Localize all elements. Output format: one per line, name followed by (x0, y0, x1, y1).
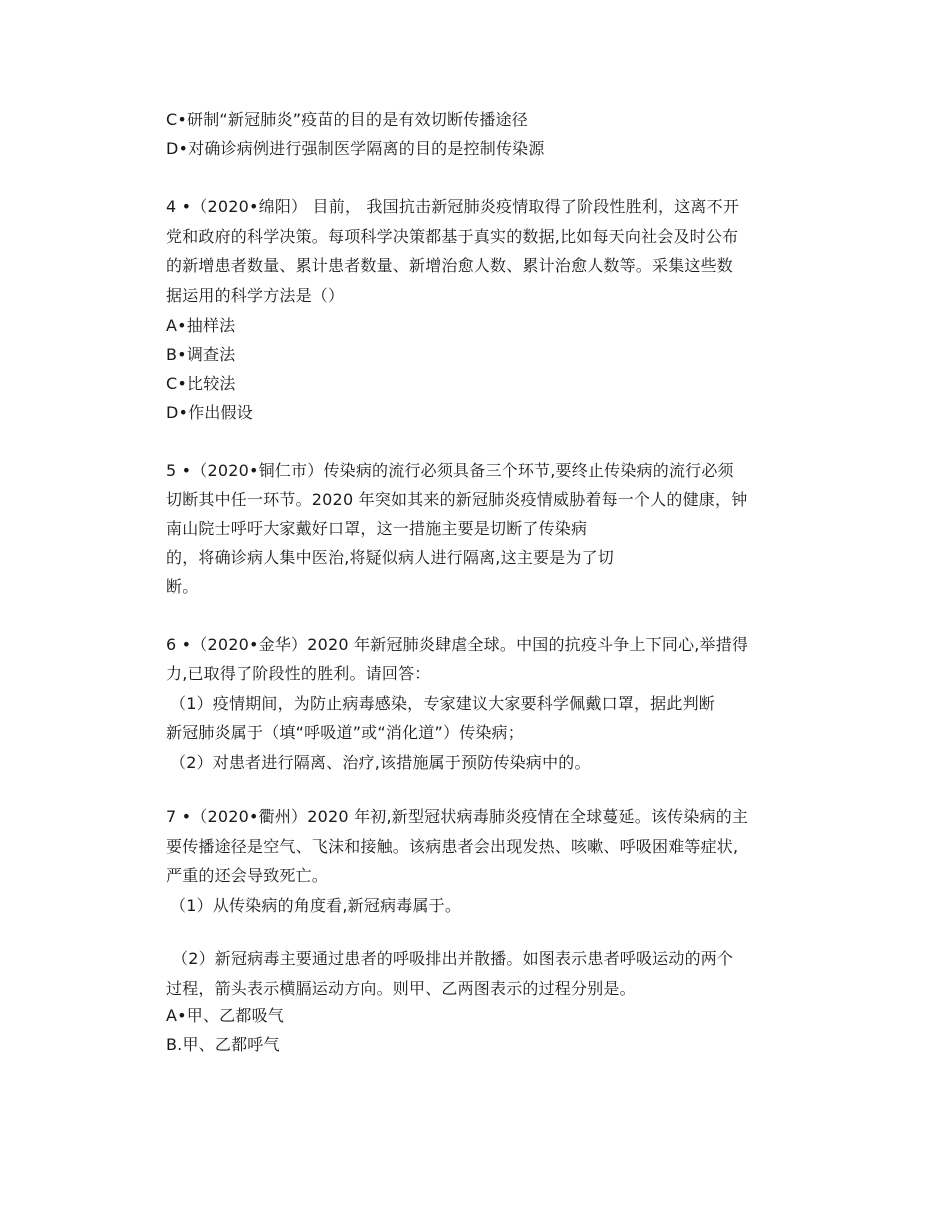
q7-subquestion-2-cont: 过程，箭头表示横膈运动方向。则甲、乙两图表示的过程分别是。 (166, 979, 636, 998)
q4-stem-line: 的新增患者数量、累计患者数量、新增治愈人数、累计治愈人数等。采集这些数 (166, 256, 734, 275)
q6-subquestion-1: （1）疫情期间，为防止病毒感染，专家建议大家要科学佩戴口罩，据此判断 (170, 694, 715, 713)
q5-stem-line: 的，将确诊病人集中医治,将疑似病人进行隔离,这主要是为了切 (166, 548, 614, 567)
q3-option-d: D•对确诊病例进行强制医学隔离的目的是控制传染源 (166, 139, 545, 158)
q6-stem-line: 力,已取得了阶段性的胜利。请回答： (166, 664, 431, 683)
q7-option-a: A•甲、乙都吸气 (166, 1006, 284, 1025)
q5-stem-line: 5 •（2020•铜仁市）传染病的流行必须具备三个环节,要终止传染病的流行必须 (166, 461, 734, 480)
q7-option-b: B.甲、乙都呼气 (166, 1035, 280, 1054)
q7-stem-line: 要传播途径是空气、飞沫和接触。该病患者会出现发热、咳嗽、呼吸困难等症状, (166, 837, 739, 856)
q5-stem-line: 南山院士呼吁大家戴好口罩，这一措施主要是切断了传染病 (166, 519, 588, 538)
q4-option-b: B•调查法 (166, 345, 236, 364)
q6-subquestion-2: （2）对患者进行隔离、治疗,该措施属于预防传染病中的。 (170, 753, 591, 772)
q6-subquestion-1-cont: 新冠肺炎属于（填“呼吸道”或“消化道”）传染病； (166, 723, 524, 742)
q7-subquestion-1: （1）从传染病的角度看,新冠病毒属于。 (170, 896, 462, 915)
q5-stem-line: 断。 (166, 577, 199, 596)
q4-option-d: D•作出假设 (166, 403, 253, 422)
q7-stem-line: 7 •（2020•衢州）2020 年初,新型冠状病毒肺炎疫情在全球蔓延。该传染病的主 (166, 807, 749, 826)
q4-option-a: A•抽样法 (166, 316, 236, 335)
q4-stem-line: 据运用的科学方法是（） (166, 286, 345, 305)
q5-stem-line: 切断其中任一环节。2020 年突如其来的新冠肺炎疫情威胁着每一个人的健康，钟 (166, 490, 748, 509)
q3-option-c: C•研制“新冠肺炎”疫苗的目的是有效切断传播途径 (166, 110, 528, 129)
q4-stem-line: 4 •（2020•绵阳） 目前， 我国抗击新冠肺炎疫情取得了阶段性胜利，这离不开 (166, 197, 740, 216)
q7-stem-line: 严重的还会导致死亡。 (166, 866, 329, 885)
q7-subquestion-2: （2）新冠病毒主要通过患者的呼吸排出并散播。如图表示患者呼吸运动的两个 (172, 949, 734, 968)
q4-stem-line: 党和政府的科学决策。每项科学决策都基于真实的数据,比如每天向社会及时公布 (166, 227, 739, 246)
q4-option-c: C•比较法 (166, 374, 236, 393)
q6-stem-line: 6 •（2020•金华）2020 年新冠肺炎肆虐全球。中国的抗疫斗争上下同心,举措得 (166, 635, 749, 654)
